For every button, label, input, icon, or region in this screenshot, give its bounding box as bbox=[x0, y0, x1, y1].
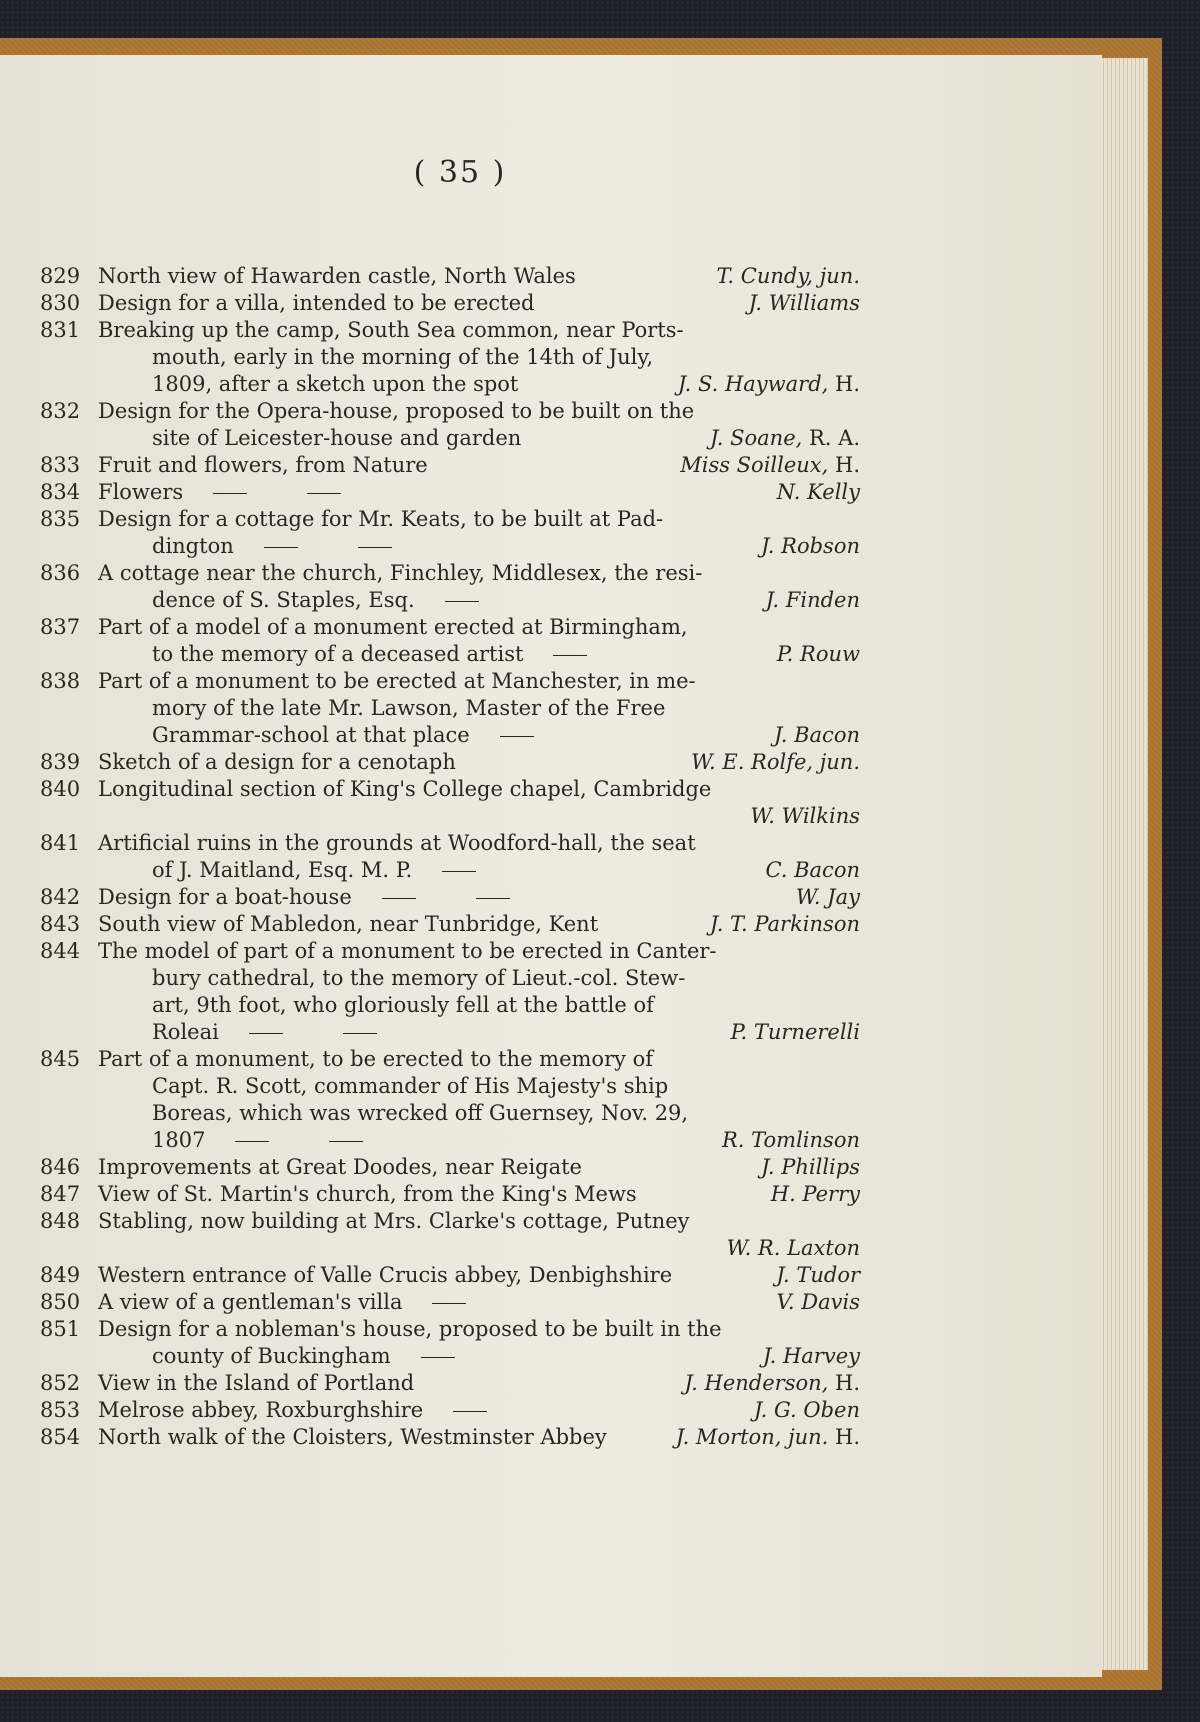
entry-title: bury cathedral, to the memory of Lieut.-col. Stew- bbox=[152, 966, 686, 990]
entry-line bbox=[40, 1181, 860, 1208]
entry-title: art, 9th foot, who gloriously fell at the battle of bbox=[152, 993, 654, 1017]
entry-line bbox=[40, 614, 860, 641]
entry-line bbox=[40, 1370, 860, 1397]
artist-suffix: R. A. bbox=[802, 426, 860, 450]
entry-artist: J. G. Oben bbox=[753, 1398, 860, 1422]
entry-title: mory of the late Mr. Lawson, Master of the Free bbox=[152, 696, 666, 720]
catalogue-page bbox=[0, 55, 1102, 1677]
entry-title: The model of part of a monument to be erected in Canter- bbox=[98, 939, 717, 963]
entry-number: 853 bbox=[40, 1398, 81, 1422]
entry-line bbox=[40, 1127, 860, 1154]
entry-artist: J. Finden bbox=[765, 588, 860, 612]
catalogue-entry bbox=[40, 884, 860, 911]
catalogue-entry bbox=[40, 398, 860, 452]
entry-line bbox=[40, 1046, 860, 1073]
entry-title: dence of S. Staples, Esq. bbox=[152, 587, 509, 614]
dash-separator bbox=[445, 601, 479, 602]
entry-number: 836 bbox=[40, 561, 81, 585]
entry-line bbox=[40, 398, 860, 425]
entry-line bbox=[40, 506, 860, 533]
catalogue-entry bbox=[40, 1370, 860, 1397]
catalogue-entry bbox=[40, 290, 860, 317]
entry-number: 849 bbox=[40, 1263, 81, 1287]
dash-separator bbox=[476, 898, 510, 899]
entry-line bbox=[40, 965, 860, 992]
entry-artist: W. R. Laxton bbox=[726, 1236, 860, 1260]
entry-title: A cottage near the church, Finchley, Middlesex, the resi- bbox=[98, 561, 703, 585]
entry-number: 839 bbox=[40, 750, 81, 774]
entry-title: South view of Mabledon, near Tunbridge, Kent bbox=[98, 912, 599, 936]
catalogue-entry bbox=[40, 1262, 860, 1289]
entry-title: of J. Maitland, Esq. M. P. bbox=[152, 857, 506, 884]
entry-line bbox=[40, 452, 860, 479]
entry-title: Western entrance of Valle Crucis abbey, Denbighshire bbox=[98, 1263, 673, 1287]
entry-artist: J. Harvey bbox=[762, 1344, 860, 1368]
dash-separator bbox=[382, 898, 416, 899]
entry-line bbox=[40, 263, 860, 290]
entry-line bbox=[40, 371, 860, 398]
catalogue-entry bbox=[40, 830, 860, 884]
entry-title: North view of Hawarden castle, North Wales bbox=[98, 264, 576, 288]
entry-number: 842 bbox=[40, 885, 81, 909]
entry-title: Stabling, now building at Mrs. Clarke's cottage, Putney bbox=[98, 1209, 690, 1233]
entry-title: Grammar-school at that place bbox=[152, 722, 564, 749]
entry-artist: J. Tudor bbox=[776, 1263, 860, 1287]
entry-title: Fruit and flowers, from Nature bbox=[98, 453, 428, 477]
exhibition-catalogue-list bbox=[40, 263, 860, 1451]
catalogue-entry bbox=[40, 911, 860, 938]
entry-line bbox=[40, 695, 860, 722]
entry-line bbox=[40, 884, 860, 911]
entry-line bbox=[40, 830, 860, 857]
entry-line bbox=[40, 992, 860, 1019]
catalogue-entry bbox=[40, 560, 860, 614]
entry-number: 851 bbox=[40, 1317, 81, 1341]
catalogue-entry bbox=[40, 776, 860, 830]
entry-title: mouth, early in the morning of the 14th of July, bbox=[152, 345, 654, 369]
entry-artist: J. T. Parkinson bbox=[709, 912, 860, 936]
dash-separator bbox=[307, 493, 341, 494]
entry-title: View in the Island of Portland bbox=[98, 1371, 415, 1395]
catalogue-entry bbox=[40, 1424, 860, 1451]
artist-suffix: H. bbox=[828, 1371, 860, 1395]
entry-artist: J. Soane, R. A. bbox=[709, 426, 860, 450]
entry-artist: V. Davis bbox=[776, 1290, 860, 1314]
entry-line bbox=[40, 1316, 860, 1343]
entry-artist: W. Jay bbox=[795, 885, 860, 909]
entry-title: Breaking up the camp, South Sea common, near Ports- bbox=[98, 318, 684, 342]
entry-line bbox=[40, 749, 860, 776]
entry-line bbox=[40, 479, 860, 506]
entry-line bbox=[40, 1235, 860, 1262]
entry-number: 829 bbox=[40, 264, 81, 288]
dash-separator bbox=[329, 1141, 363, 1142]
entry-artist: R. Tomlinson bbox=[722, 1128, 860, 1152]
entry-line bbox=[40, 1289, 860, 1316]
artist-suffix: H. bbox=[828, 453, 860, 477]
entry-line bbox=[40, 1100, 860, 1127]
entry-number: 844 bbox=[40, 939, 81, 963]
entry-title: 1807 bbox=[152, 1127, 393, 1154]
entry-title: Roleai bbox=[152, 1019, 407, 1046]
catalogue-entry bbox=[40, 317, 860, 398]
entry-number: 846 bbox=[40, 1155, 81, 1179]
entry-artist: H. Perry bbox=[770, 1182, 860, 1206]
entry-title: Artificial ruins in the grounds at Woodford-hall, the seat bbox=[98, 831, 696, 855]
entry-number: 848 bbox=[40, 1209, 81, 1233]
entry-title: Part of a model of a monument erected at Birmingham, bbox=[98, 615, 688, 639]
entry-number: 845 bbox=[40, 1047, 81, 1071]
catalogue-entry bbox=[40, 1316, 860, 1370]
entry-title: Flowers bbox=[98, 479, 371, 506]
entry-number: 837 bbox=[40, 615, 81, 639]
entry-artist: Miss Soilleux, H. bbox=[680, 453, 860, 477]
entry-line bbox=[40, 857, 860, 884]
entry-line bbox=[40, 1208, 860, 1235]
entry-title: 1809, after a sketch upon the spot bbox=[152, 372, 519, 396]
entry-line bbox=[40, 1073, 860, 1100]
entry-line bbox=[40, 560, 860, 587]
dash-separator bbox=[442, 871, 476, 872]
entry-line bbox=[40, 1424, 860, 1451]
entry-title: to the memory of a deceased artist bbox=[152, 641, 617, 668]
entry-artist: J. Williams bbox=[748, 291, 860, 315]
entry-artist: J. S. Hayward, H. bbox=[677, 372, 860, 396]
entry-artist: J. Bacon bbox=[773, 723, 860, 747]
entry-title: Longitudinal section of King's College chapel, Cambridge bbox=[98, 777, 712, 801]
entry-number: 847 bbox=[40, 1182, 81, 1206]
entry-title: Design for a villa, intended to be erected bbox=[98, 291, 535, 315]
dash-separator bbox=[453, 1411, 487, 1412]
entry-line bbox=[40, 317, 860, 344]
entry-title: Melrose abbey, Roxburghshire bbox=[98, 1397, 517, 1424]
entry-number: 832 bbox=[40, 399, 81, 423]
catalogue-entry bbox=[40, 479, 860, 506]
entry-number: 834 bbox=[40, 480, 81, 504]
dash-separator bbox=[553, 655, 587, 656]
catalogue-entry bbox=[40, 1181, 860, 1208]
entry-title: Boreas, which was wrecked off Guernsey, Nov. 29, bbox=[152, 1101, 689, 1125]
entry-number: 840 bbox=[40, 777, 81, 801]
entry-number: 830 bbox=[40, 291, 81, 315]
entry-number: 841 bbox=[40, 831, 81, 855]
entry-artist: J. Morton, jun. H. bbox=[675, 1425, 860, 1449]
dash-separator bbox=[421, 1357, 455, 1358]
entry-title: Design for a nobleman's house, proposed to be built in the bbox=[98, 1317, 722, 1341]
entry-artist: J. Phillips bbox=[761, 1155, 860, 1179]
entry-line bbox=[40, 776, 860, 803]
catalogue-entry bbox=[40, 1208, 860, 1262]
dash-separator bbox=[264, 547, 298, 548]
catalogue-entry bbox=[40, 263, 860, 290]
entry-line bbox=[40, 1154, 860, 1181]
entry-artist: P. Rouw bbox=[776, 642, 860, 666]
entry-title: site of Leicester-house and garden bbox=[152, 426, 522, 450]
entry-line bbox=[40, 803, 860, 830]
entry-artist: W. E. Rolfe, jun. bbox=[691, 750, 860, 774]
entry-artist: C. Bacon bbox=[765, 858, 860, 882]
entry-artist: P. Turnerelli bbox=[730, 1020, 860, 1044]
dash-separator bbox=[343, 1033, 377, 1034]
entry-line bbox=[40, 1262, 860, 1289]
catalogue-entry bbox=[40, 452, 860, 479]
entry-title: View of St. Martin's church, from the King's Mews bbox=[98, 1182, 637, 1206]
entry-title: Sketch of a design for a cenotaph bbox=[98, 750, 456, 774]
entry-line bbox=[40, 668, 860, 695]
entry-line bbox=[40, 425, 860, 452]
entry-title: Improvements at Great Doodes, near Reigate bbox=[98, 1155, 582, 1179]
entry-line bbox=[40, 533, 860, 560]
entry-number: 854 bbox=[40, 1425, 81, 1449]
dash-separator bbox=[358, 547, 392, 548]
entry-number: 831 bbox=[40, 318, 81, 342]
catalogue-entry bbox=[40, 668, 860, 749]
artist-suffix: H. bbox=[828, 372, 860, 396]
entry-line bbox=[40, 587, 860, 614]
entry-line bbox=[40, 911, 860, 938]
entry-title: Part of a monument to be erected at Manchester, in me- bbox=[98, 669, 696, 693]
entry-line bbox=[40, 938, 860, 965]
catalogue-entry bbox=[40, 1046, 860, 1154]
entry-title: county of Buckingham bbox=[152, 1343, 485, 1370]
catalogue-entry bbox=[40, 1289, 860, 1316]
entry-number: 850 bbox=[40, 1290, 81, 1314]
dash-separator bbox=[500, 736, 534, 737]
entry-number: 833 bbox=[40, 453, 81, 477]
entry-line bbox=[40, 344, 860, 371]
entry-number: 843 bbox=[40, 912, 81, 936]
artist-suffix: H. bbox=[828, 1425, 860, 1449]
entry-number: 838 bbox=[40, 669, 81, 693]
entry-title: Design for a boat-house bbox=[98, 884, 540, 911]
dash-separator bbox=[213, 493, 247, 494]
entry-line bbox=[40, 1397, 860, 1424]
entry-artist: J. Robson bbox=[761, 534, 860, 558]
entry-number: 852 bbox=[40, 1371, 81, 1395]
dash-separator bbox=[235, 1141, 269, 1142]
page-number: ( 35 ) bbox=[413, 155, 507, 190]
entry-title: Part of a monument, to be erected to the memory of bbox=[98, 1047, 654, 1071]
dash-separator bbox=[249, 1033, 283, 1034]
entry-line bbox=[40, 290, 860, 317]
entry-number: 835 bbox=[40, 507, 81, 531]
entry-artist: J. Henderson, H. bbox=[684, 1371, 860, 1395]
catalogue-entry bbox=[40, 614, 860, 668]
catalogue-entry bbox=[40, 1397, 860, 1424]
catalogue-entry bbox=[40, 506, 860, 560]
entry-line bbox=[40, 1343, 860, 1370]
entry-artist: N. Kelly bbox=[776, 480, 860, 504]
entry-line bbox=[40, 641, 860, 668]
entry-artist: W. Wilkins bbox=[750, 804, 860, 828]
entry-line bbox=[40, 722, 860, 749]
entry-title: Design for a cottage for Mr. Keats, to be built at Pad- bbox=[98, 507, 664, 531]
entry-title: dington bbox=[152, 533, 422, 560]
dash-separator bbox=[432, 1303, 466, 1304]
catalogue-entry bbox=[40, 938, 860, 1046]
catalogue-entry bbox=[40, 749, 860, 776]
entry-title: A view of a gentleman's villa bbox=[98, 1289, 496, 1316]
entry-title: Capt. R. Scott, commander of His Majesty's ship bbox=[152, 1074, 669, 1098]
entry-title: Design for the Opera-house, proposed to be built on the bbox=[98, 399, 695, 423]
entry-line bbox=[40, 1019, 860, 1046]
entry-artist: T. Cundy, jun. bbox=[716, 264, 860, 288]
catalogue-entry bbox=[40, 1154, 860, 1181]
entry-title: North walk of the Cloisters, Westminster Abbey bbox=[98, 1425, 607, 1449]
